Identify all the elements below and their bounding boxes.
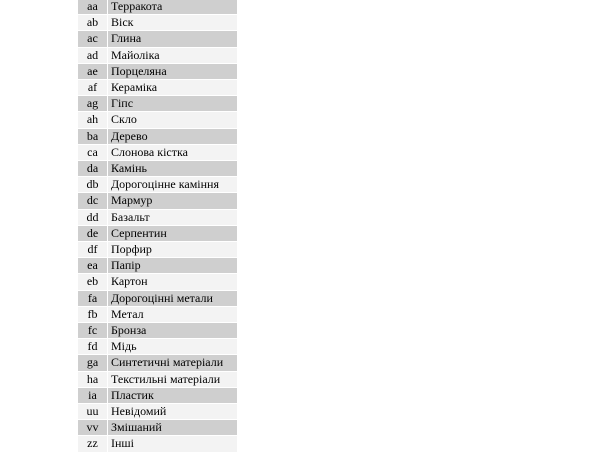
material-code-cell: ha [78, 372, 107, 387]
material-name-cell: Мідь [108, 339, 237, 354]
table-row [78, 161, 237, 176]
material-code-cell: de [78, 226, 107, 241]
table-row [78, 64, 237, 79]
table-row [78, 129, 237, 144]
material-name-cell: Глина [108, 31, 237, 46]
material-code-cell: dd [78, 210, 107, 225]
material-name-cell: Серпентин [108, 226, 237, 241]
material-code-cell: fb [78, 307, 107, 322]
material-code-cell: dc [78, 193, 107, 208]
material-code-cell: af [78, 80, 107, 95]
table-row [78, 404, 237, 419]
table-row [78, 372, 237, 387]
material-code-cell: ca [78, 145, 107, 160]
table-row [78, 339, 237, 354]
material-code-cell: ea [78, 258, 107, 273]
table-row [78, 48, 237, 63]
table-row [78, 274, 237, 289]
material-code-cell: zz [78, 436, 107, 451]
material-name-cell: Порцеляна [108, 64, 237, 79]
table-row [78, 80, 237, 95]
material-name-cell: Текстильні матеріали [108, 372, 237, 387]
material-name-cell: Дорогоцінне каміння [108, 177, 237, 192]
material-code-cell: db [78, 177, 107, 192]
material-code-table-body [78, 0, 237, 452]
material-name-cell: Картон [108, 274, 237, 289]
table-row [78, 242, 237, 257]
material-code-cell: ae [78, 64, 107, 79]
table-row [78, 112, 237, 127]
table-row [78, 420, 237, 435]
material-name-cell: Інші [108, 436, 237, 451]
material-name-cell: Слонова кістка [108, 145, 237, 160]
material-code-cell: fa [78, 291, 107, 306]
material-code-cell: ba [78, 129, 107, 144]
material-name-cell: Скло [108, 112, 237, 127]
table-row [78, 145, 237, 160]
table-row [78, 226, 237, 241]
material-name-cell: Терракота [108, 0, 237, 14]
material-name-cell: Дорогоцінні метали [108, 291, 237, 306]
material-code-cell: vv [78, 420, 107, 435]
material-name-cell: Кераміка [108, 80, 237, 95]
material-name-cell: Мармур [108, 193, 237, 208]
material-name-cell: Бронза [108, 323, 237, 338]
material-name-cell: Невідомий [108, 404, 237, 419]
material-name-cell: Майоліка [108, 48, 237, 63]
material-code-cell: fc [78, 323, 107, 338]
material-name-cell: Порфир [108, 242, 237, 257]
table-row [78, 258, 237, 273]
table-row [78, 177, 237, 192]
material-name-cell: Дерево [108, 129, 237, 144]
table-row [78, 193, 237, 208]
material-name-cell: Метал [108, 307, 237, 322]
material-code-cell: ad [78, 48, 107, 63]
material-code-cell: ab [78, 15, 107, 30]
material-name-cell: Гіпс [108, 96, 237, 111]
material-name-cell: Змішаний [108, 420, 237, 435]
table-row [78, 355, 237, 370]
material-code-cell: ia [78, 388, 107, 403]
table-row [78, 323, 237, 338]
material-code-cell: aa [78, 0, 107, 14]
table-row [78, 307, 237, 322]
material-name-cell: Пластик [108, 388, 237, 403]
material-code-cell: ah [78, 112, 107, 127]
material-code-cell: uu [78, 404, 107, 419]
table-row [78, 15, 237, 30]
table-row [78, 388, 237, 403]
material-code-table [78, 0, 237, 453]
material-code-cell: ag [78, 96, 107, 111]
table-row [78, 96, 237, 111]
table-row [78, 210, 237, 225]
material-code-cell: fd [78, 339, 107, 354]
table-row [78, 0, 237, 14]
material-name-cell: Базальт [108, 210, 237, 225]
material-code-cell: df [78, 242, 107, 257]
material-code-cell: da [78, 161, 107, 176]
table-row [78, 436, 237, 451]
material-name-cell: Камінь [108, 161, 237, 176]
material-code-cell: ac [78, 31, 107, 46]
material-name-cell: Папір [108, 258, 237, 273]
material-name-cell: Віск [108, 15, 237, 30]
material-code-cell: eb [78, 274, 107, 289]
material-name-cell: Синтетичні матеріали [108, 355, 237, 370]
table-row [78, 31, 237, 46]
material-code-cell: ga [78, 355, 107, 370]
table-row [78, 291, 237, 306]
